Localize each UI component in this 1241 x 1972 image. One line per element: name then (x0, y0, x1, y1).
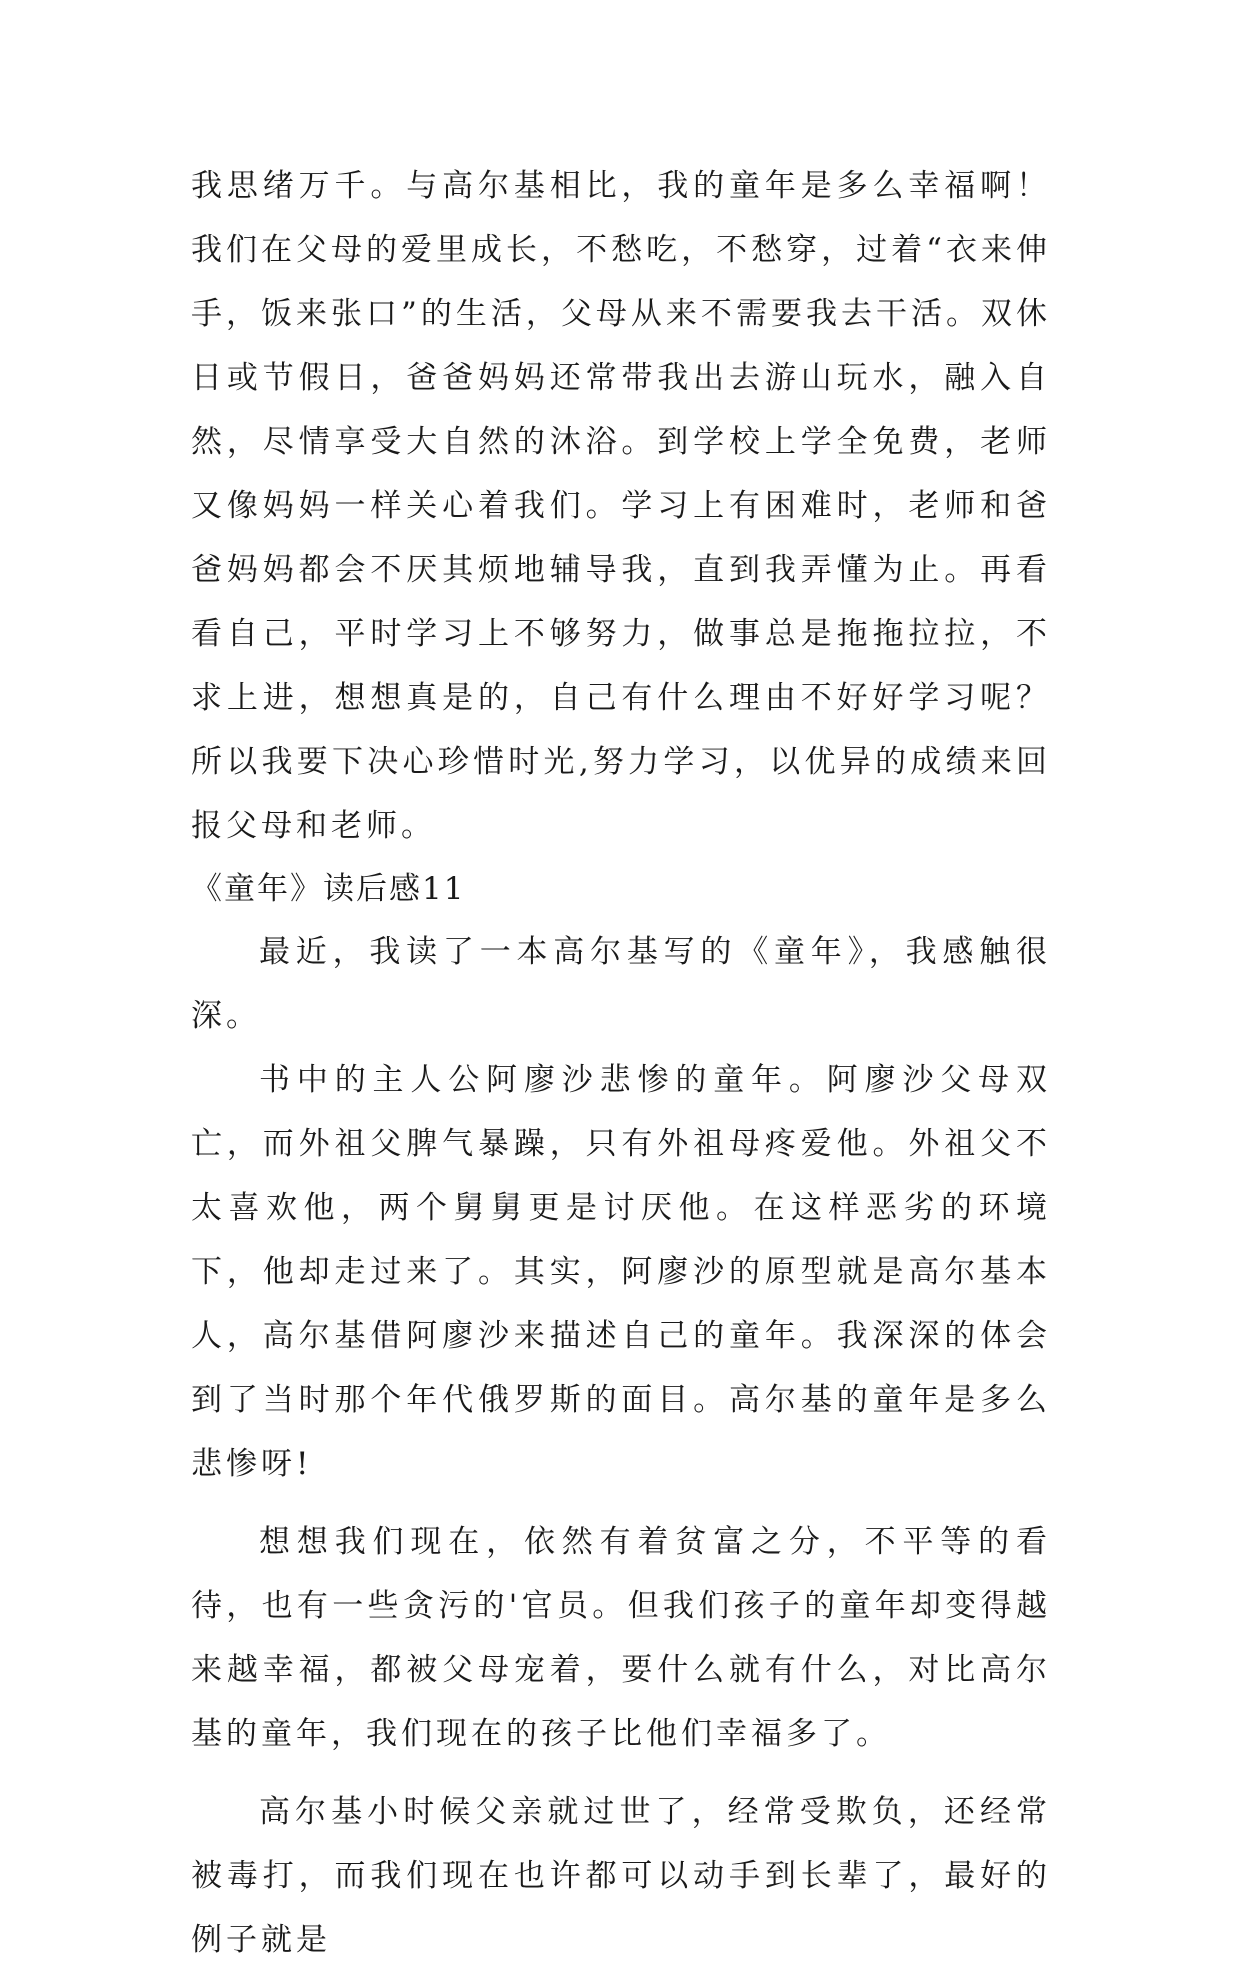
paragraph: 想想我们现在，依然有着贫富之分，不平等的看待，也有一些贪污的'官员。但我们孩子的童年却变得越来越幸福，都被父母宠着，要什么就有什么，对比高尔基的童年，我们现在的孩子比他们幸福多了。 (191, 1524, 1051, 1752)
paragraph-continued: 我思绪万千。与高尔基相比，我的童年是多么幸福啊！我们在父母的爱里成长，不愁吃，不愁穿，过着“衣来伸手，饭来张口”的生活，父母从来不需要我去干活。双休日或节假日，爸爸妈妈还常带我出去游山玩水，融入自然，尽情享受大自然的沐浴。到学校上学全免费，老师又像妈妈一样关心着我们。学习上有困难时，老师和爸爸妈妈都会不厌其烦地辅导我，直到我弄懂为止。再看看自己，平时学习上不够努力，做事总是拖拖拉拉，不求上进，想想真是的，自己有什么理由不好好学习呢？所以我要下决心珍惜时光,努力学习，以优异的成绩来回报父母和老师。 (191, 168, 1051, 844)
document-body (191, 154, 1051, 1972)
paragraph: 书中的主人公阿廖沙悲惨的童年。阿廖沙父母双亡，而外祖父脾气暴躁，只有外祖母疼爱他。外祖父不太喜欢他，两个舅舅更是讨厌他。在这样恶劣的环境下，他却走过来了。其实，阿廖沙的原型就是高尔基本人，高尔基借阿廖沙来描述自己的童年。我深深的体会到了当时那个年代俄罗斯的面目。高尔基的童年是多么悲惨呀! (191, 1062, 1051, 1482)
paragraph: 最近，我读了一本高尔基写的《童年》，我感触很深。 (191, 934, 1051, 1034)
paragraph: 高尔基小时候父亲就过世了，经常受欺负，还经常被毒打，而我们现在也许都可以动手到长辈了，最好的例子就是 (191, 1794, 1051, 1958)
section-title: 《童年》读后感11 (191, 871, 466, 907)
